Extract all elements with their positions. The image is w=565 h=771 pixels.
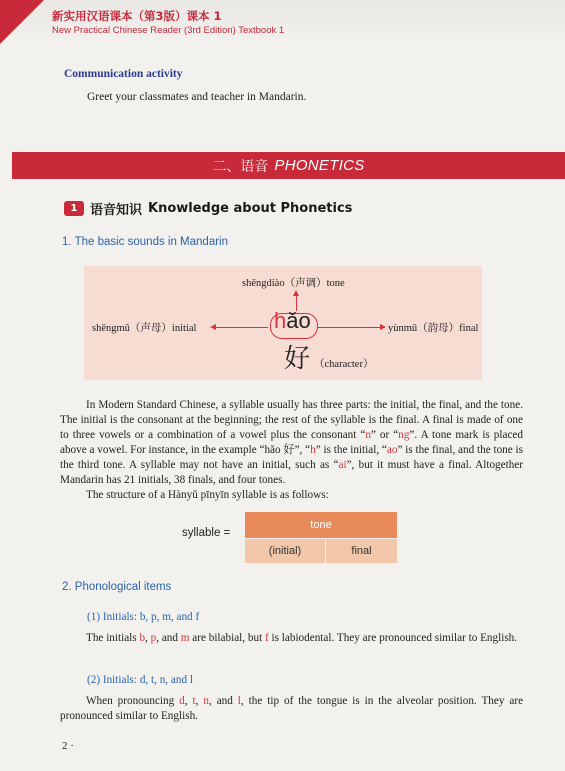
communication-heading: Communication activity: [64, 68, 183, 80]
header-corner-flag: [0, 0, 44, 44]
example-initial: h: [274, 308, 287, 333]
initials-bpmf-text: The initials b, p, and m are bilabial, but f is labiodental. They are pronounced similar to English.: [86, 632, 518, 644]
page-number: 2 ·: [62, 740, 74, 752]
final-label: yùnmǔ（韵母）final: [388, 323, 479, 334]
structure-intro: The structure of a Hànyǔ pīnyīn syllable is as follows:: [86, 489, 329, 501]
knowledge-title-chinese: 语音知识: [90, 203, 143, 218]
section-title-chinese: 二、语音: [212, 158, 269, 175]
syllable-diagram: [84, 266, 482, 380]
tone-label: shēngdiào（声调）tone: [242, 278, 345, 289]
initials-dtnl-heading: (2) Initials: d, t, n, and l: [87, 674, 193, 686]
final-arrow-line: [318, 327, 380, 328]
tone-arrow-head: [293, 290, 299, 296]
syllable-initial-cell: (initial): [245, 539, 325, 563]
initials-bpmf-heading: (1) Initials: b, p, m, and f: [87, 611, 200, 623]
basic-sounds-heading: 1. The basic sounds in Mandarin: [62, 236, 228, 248]
example-pinyin: [274, 308, 311, 334]
initial-arrow-head: [210, 324, 216, 330]
initial-label: shēngmǔ（声母）initial: [92, 323, 197, 334]
syllable-explanation: In Modern Standard Chinese, a syllable usually has three parts: the initial, the final, and the tone. The initial is the consonant at the beginning; the rest of the syllable is the final. A final is made of one to three vowels or a combination of a vowel plus the consonant “n” or “ng”. A tone mark is placed above a vowel. For instance, in the example “hǎo 好”, “h” is the initial, “ao” is the final, and the tone is the third tone. A syllable may not have an initial, such as “ai”, but it must have a final. Altogether Mandarin has 21 initials, 38 finals, and four tones.: [60, 399, 524, 486]
phonological-items-heading: 2. Phonological items: [62, 581, 172, 593]
phonetics-paragraph: [60, 398, 523, 503]
knowledge-heading: [64, 199, 352, 218]
final-arrow-head: [380, 324, 386, 330]
book-title-english: New Practical Chinese Reader (3rd Edition) Textbook 1: [52, 25, 285, 36]
initials-dtnl-text: When pronouncing d, t, n, and l, the tip of the tongue is in the alveolar position. They are pronounced similar to English.: [60, 695, 524, 722]
example-character: 好: [284, 344, 311, 374]
syllable-equation-label: syllable =: [182, 527, 231, 539]
syllable-tone-cell: tone: [245, 512, 397, 538]
initial-arrow-line: [214, 327, 268, 328]
syllable-final-cell: final: [326, 539, 397, 563]
knowledge-title-english: Knowledge about Phonetics: [148, 201, 353, 216]
character-label: （character）: [314, 359, 374, 370]
communication-text: Greet your classmates and teacher in Mandarin.: [87, 91, 307, 103]
section-band-phonetics: [12, 152, 565, 179]
section-title-english: PHONETICS: [274, 157, 365, 174]
section-number-badge: 1: [64, 201, 84, 216]
book-title-chinese: 新实用汉语课本（第3版）课本 1: [52, 9, 222, 23]
example-final: ǎo: [286, 308, 311, 333]
